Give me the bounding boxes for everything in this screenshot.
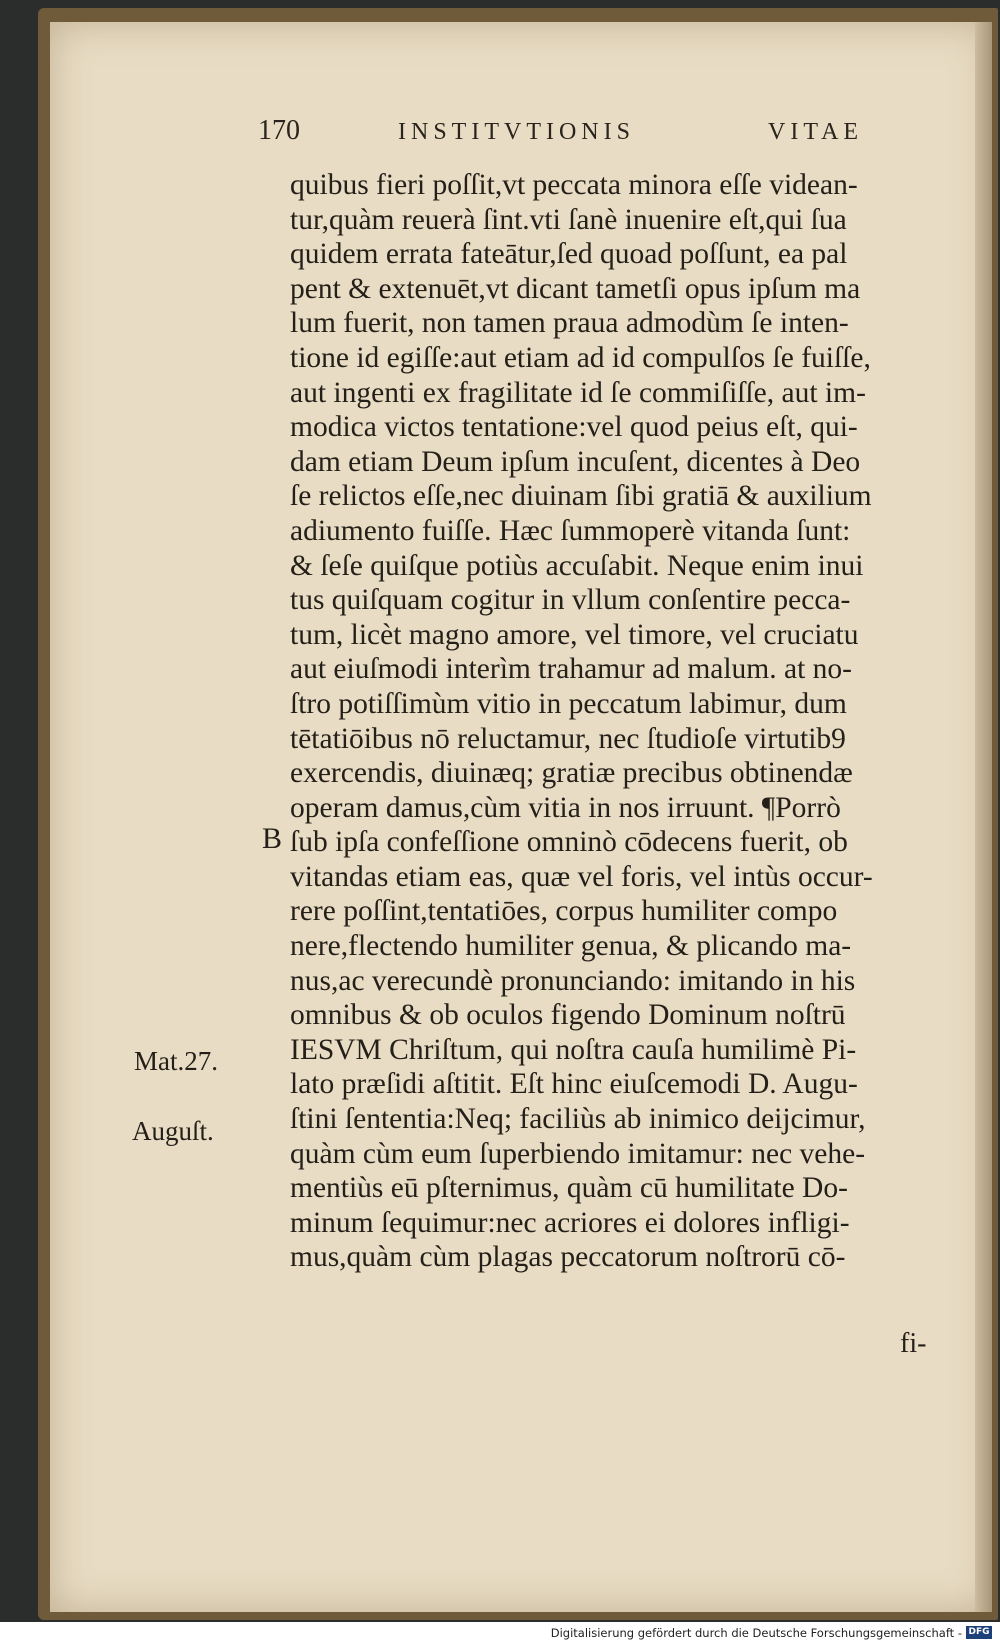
text-line: lum fuerit, non tamen praua admodùm ſe inten-	[290, 307, 849, 340]
text-line: rere poſſint,tentatiōes, corpus humiliter compo	[290, 895, 838, 928]
body-text	[290, 168, 970, 1275]
text-line: operam damus,cùm vitia in nos irruunt. ¶Porrò	[290, 791, 841, 824]
page-number: 170	[258, 115, 300, 146]
text-line: aut eiuſmodi interìm trahamur ad malum. at no-	[290, 653, 852, 686]
text-line: ſtini ſententia:Neq; faciliùs ab inimico deijcimur,	[290, 1103, 866, 1136]
text-line: dam etiam Deum ipſum incuſent, dicentes à Deo	[290, 445, 861, 478]
text-line: pent & extenuēt,vt dicant tametſi opus ipſum ma	[290, 272, 861, 305]
text-line: mus,quàm cùm plagas peccatorum noſtrorū cō-	[290, 1241, 846, 1274]
text-line: & ſeſe quiſque potiùs accuſabit. Neque enim inui	[290, 549, 864, 582]
text-line: ſe relictos eſſe,nec diuinam ſibi gratiā & auxilium	[290, 480, 872, 513]
text-line: omnibus & ob oculos figendo Dominum noſtrū	[290, 999, 846, 1032]
text-line: exercendis, diuinæq; gratiæ precibus obtinendæ	[290, 757, 853, 790]
text-line: ſub ipſa confeſſione omninò cōdecens fuerit, ob	[290, 826, 848, 859]
text-line: minum ſequimur:nec acriores ei dolores infligi-	[290, 1206, 850, 1239]
text-line: IESVM Chriſtum, qui noſtra cauſa humilimè Pi-	[290, 1033, 857, 1066]
text-line: tētatiōibus nō reluctamur, nec ſtudioſe virtutib9	[290, 722, 846, 755]
margin-reference-matthew: Mat.27.	[134, 1046, 218, 1076]
running-title-right: VITAE	[768, 119, 864, 145]
text-line: quàm cùm eum ſuperbiendo imitamur: nec vehe-	[290, 1137, 866, 1170]
text-line: tur,quàm reuerà ſint.vti ſanè inuenire eſt,qui ſua	[290, 203, 847, 236]
text-line: adiumento fuiſſe. Hæc ſummoperè vitanda ſunt:	[290, 514, 851, 547]
margin-reference-augustine: Auguſt.	[132, 1116, 214, 1146]
text-line: mentiùs eū pſternimus, quàm cū humilitate Do-	[290, 1172, 848, 1205]
dfg-logo: DFG	[966, 1626, 992, 1639]
footer-bar	[0, 1622, 1000, 1644]
catchword: fi-	[900, 1328, 927, 1359]
text-line: aut ingenti ex fragilitate id ſe commiſiſſe, aut im-	[290, 376, 866, 409]
running-head	[0, 115, 1000, 155]
text-line: quidem errata fateātur,ſed quoad poſſunt, ea pal	[290, 238, 848, 271]
margin-section-letter: B	[262, 822, 283, 855]
text-line: quibus fieri poſſit,vt peccata minora eſſe videan-	[290, 169, 858, 201]
text-line: nus,ac verecundè pronunciando: imitando in his	[290, 964, 856, 997]
text-line: lato præſidi aſtitit. Eſt hinc eiuſcemodi D. Augu-	[290, 1068, 858, 1101]
text-line: modica victos tentatione:vel quod peius eſt, qui-	[290, 411, 858, 444]
text-line: ſtro potiſſimùm vitio in peccatum labimur, dum	[290, 687, 847, 720]
text-line: vitandas etiam eas, quæ vel foris, vel intùs occur-	[290, 860, 873, 893]
text-line: tus quiſquam cogitur in vllum conſentire pecca-	[290, 584, 851, 617]
text-line: nere,flectendo humiliter genua, & plicando ma-	[290, 930, 852, 963]
text-line: tione id egiſſe:aut etiam ad id compulſos ſe fuiſſe,	[290, 341, 871, 374]
running-title-left: INSTITVTIONIS	[398, 119, 635, 145]
funding-credit: Digitalisierung gefördert durch die Deutsche Forschungsgemeinschaft -	[550, 1626, 962, 1640]
text-line: tum, licèt magno amore, vel timore, vel cruciatu	[290, 618, 859, 651]
page-edge	[975, 22, 992, 1612]
